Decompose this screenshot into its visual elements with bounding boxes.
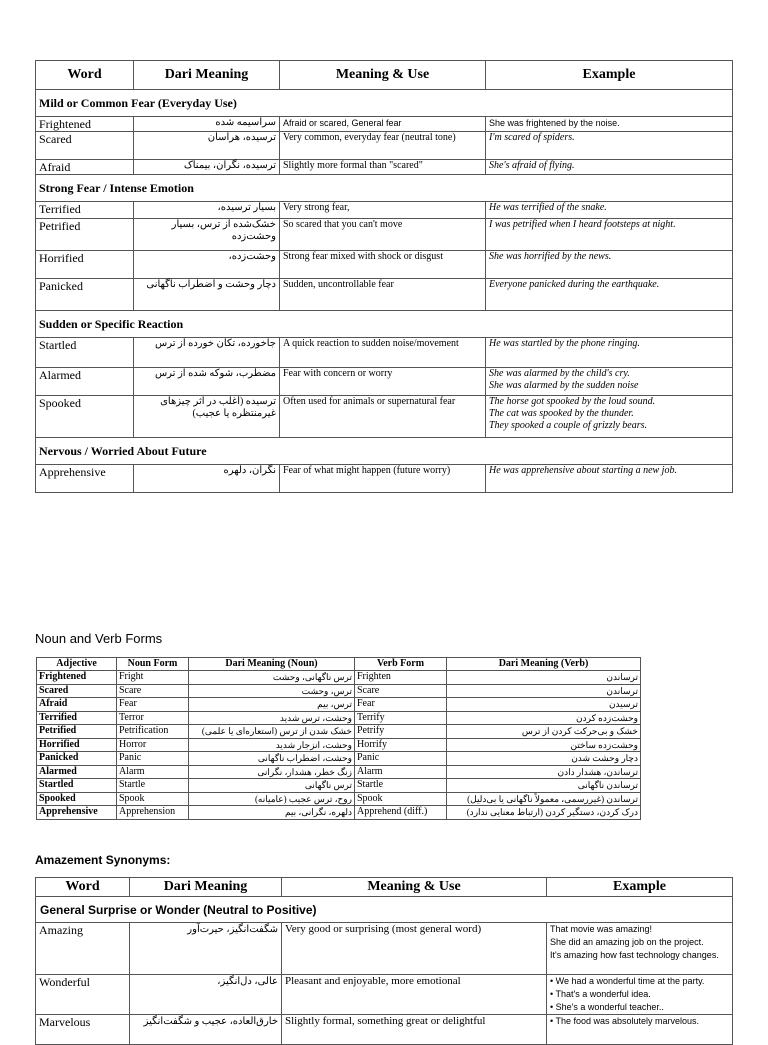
dari-verb-cell: ترساندن (غیررسمی، معمولاً ناگهانی یا بی‌دلیل) (447, 792, 641, 806)
verb-form-cell: Startle (355, 779, 447, 793)
example-cell: • We had a wonderful time at the party. • That's a wonderful idea. • She's a wonderful teacher.. (547, 975, 733, 1015)
example-cell: That movie was amazing! She did an amazing job on the project. It's amazing how fast technology changes. (547, 923, 733, 975)
table-row (37, 725, 641, 739)
example-cell: She was alarmed by the child's cry. She was alarmed by the sudden noise (486, 368, 733, 396)
noun-form-cell: Fright (117, 671, 189, 685)
table-row (36, 251, 733, 279)
section-row (36, 175, 733, 202)
word-cell: Startled (36, 338, 134, 368)
table-row (36, 1015, 733, 1045)
table-row (36, 396, 733, 438)
meaning-cell: Slightly more formal than "scared" (280, 160, 486, 175)
example-cell: She was horrified by the news. (486, 251, 733, 279)
meaning-cell: Fear of what might happen (future worry) (280, 465, 486, 493)
table-row (37, 792, 641, 806)
noun-form-cell: Panic (117, 752, 189, 766)
verb-form-cell: Fear (355, 698, 447, 712)
section-row (36, 438, 733, 465)
dari-noun-cell: وحشت، اضطراب ناگهانی (189, 752, 355, 766)
dari-verb-cell: وحشت‌زده ساختن (447, 738, 641, 752)
dari-cell: سراسیمه شده (134, 117, 280, 132)
verb-form-cell: Spook (355, 792, 447, 806)
example-cell: She's afraid of flying. (486, 160, 733, 175)
meaning-cell: Very strong fear, (280, 202, 486, 219)
dari-verb-cell: ترساندن، هشدار دادن (447, 765, 641, 779)
dari-cell: شگفت‌انگیز، حیرت‌آور (130, 923, 282, 975)
verb-form-cell: Terrify (355, 711, 447, 725)
forms-table (36, 657, 641, 820)
verb-form-cell: Apprehend (diff.) (355, 806, 447, 820)
word-cell: Frightened (36, 117, 134, 132)
noun-form-cell: Apprehension (117, 806, 189, 820)
noun-form-cell: Fear (117, 698, 189, 712)
adjective-cell: Petrified (37, 725, 117, 739)
forms-heading: Noun and Verb Forms (35, 631, 163, 646)
table-row (37, 806, 641, 820)
verb-form-cell: Frighten (355, 671, 447, 685)
dari-cell: عالی، دل‌انگیز، (130, 975, 282, 1015)
table-row (36, 202, 733, 219)
verb-form-cell: Alarm (355, 765, 447, 779)
noun-form-cell: Spook (117, 792, 189, 806)
table-row (36, 975, 733, 1015)
header-noun-form: Noun Form (117, 658, 189, 671)
meaning-cell: Often used for animals or supernatural fear (280, 396, 486, 438)
table-row (37, 752, 641, 766)
table-row (37, 765, 641, 779)
dari-cell: خشک‌شده از ترس، بسیار وحشت‌زده (134, 219, 280, 251)
dari-cell: جاخورده، تکان خورده از ترس (134, 338, 280, 368)
noun-form-cell: Terror (117, 711, 189, 725)
meaning-cell: So scared that you can't move (280, 219, 486, 251)
section-row (36, 311, 733, 338)
word-cell: Apprehensive (36, 465, 134, 493)
example-cell: I was petrified when I heard footsteps at night. (486, 219, 733, 251)
header-word: Word (36, 878, 130, 897)
header-example: Example (547, 878, 733, 897)
meaning-cell: Fear with concern or worry (280, 368, 486, 396)
word-cell: Amazing (36, 923, 130, 975)
dari-cell: نگران، دلهره (134, 465, 280, 493)
example-cell: He was apprehensive about starting a new job. (486, 465, 733, 493)
section-title: Strong Fear / Intense Emotion (36, 175, 733, 202)
header-example: Example (486, 61, 733, 90)
adjective-cell: Horrified (37, 738, 117, 752)
verb-form-cell: Horrify (355, 738, 447, 752)
example-cell: I'm scared of spiders. (486, 132, 733, 160)
header-dari-verb: Dari Meaning (Verb) (447, 658, 641, 671)
section-row (36, 90, 733, 117)
dari-cell: خارق‌العاده، عجیب و شگفت‌انگیز (130, 1015, 282, 1045)
dari-verb-cell: درک کردن، دستگیر کردن (ارتباط معنایی ندارد) (447, 806, 641, 820)
example-cell: She was frightened by the noise. (486, 117, 733, 132)
header-dari-noun: Dari Meaning (Noun) (189, 658, 355, 671)
example-cell: The horse got spooked by the loud sound. The cat was spooked by the thunder. They spooked a couple of grizzly bears. (486, 396, 733, 438)
section-title: General Surprise or Wonder (Neutral to Positive) (36, 897, 733, 923)
dari-noun-cell: دلهره، نگرانی، بیم (189, 806, 355, 820)
meaning-cell: Very common, everyday fear (neutral tone) (280, 132, 486, 160)
word-cell: Terrified (36, 202, 134, 219)
meaning-cell: Slightly formal, something great or delightful (282, 1015, 547, 1045)
header-dari-meaning: Dari Meaning (130, 878, 282, 897)
verb-form-cell: Panic (355, 752, 447, 766)
table-row (36, 160, 733, 175)
table-row (36, 132, 733, 160)
dari-noun-cell: زنگ خطر، هشدار، نگرانی (189, 765, 355, 779)
table-row (36, 338, 733, 368)
meaning-cell: A quick reaction to sudden noise/movement (280, 338, 486, 368)
header-adjective: Adjective (37, 658, 117, 671)
meaning-cell: Sudden, uncontrollable fear (280, 279, 486, 311)
dari-cell: دچار وحشت و اضطراب ناگهانی (134, 279, 280, 311)
dari-noun-cell: ترس ناگهانی (189, 779, 355, 793)
dari-noun-cell: وحشت، انزجار شدید (189, 738, 355, 752)
section-title: Mild or Common Fear (Everyday Use) (36, 90, 733, 117)
dari-cell: بسیار ترسیده، (134, 202, 280, 219)
dari-cell: ترسیده (اغلب در اثر چیزهای غیرمنتظره یا عجیب) (134, 396, 280, 438)
amazement-heading: Amazement Synonyms: (35, 853, 171, 867)
fear-table-header (36, 61, 733, 90)
noun-form-cell: Startle (117, 779, 189, 793)
dari-noun-cell: روح، ترس عجیب (عامیانه) (189, 792, 355, 806)
dari-cell: مضطرب، شوکه شده از ترس (134, 368, 280, 396)
example-cell: Everyone panicked during the earthquake. (486, 279, 733, 311)
fear-table (35, 60, 733, 493)
header-verb-form: Verb Form (355, 658, 447, 671)
dari-verb-cell: خشک و بی‌حرکت کردن از ترس (447, 725, 641, 739)
table-row (36, 465, 733, 493)
verb-form-cell: Petrify (355, 725, 447, 739)
word-cell: Panicked (36, 279, 134, 311)
word-cell: Wonderful (36, 975, 130, 1015)
dari-verb-cell: ترسیدن (447, 698, 641, 712)
example-cell: He was terrified of the snake. (486, 202, 733, 219)
example-cell: • The food was absolutely marvelous. (547, 1015, 733, 1045)
word-cell: Alarmed (36, 368, 134, 396)
adjective-cell: Startled (37, 779, 117, 793)
table-row (36, 279, 733, 311)
word-cell: Afraid (36, 160, 134, 175)
dari-noun-cell: ترس ناگهانی، وحشت (189, 671, 355, 685)
dari-verb-cell: ترساندن (447, 671, 641, 685)
dari-verb-cell: وحشت‌زده کردن (447, 711, 641, 725)
adjective-cell: Afraid (37, 698, 117, 712)
amazement-table-header (36, 878, 733, 897)
table-row (36, 117, 733, 132)
verb-form-cell: Scare (355, 684, 447, 698)
dari-noun-cell: ترس، وحشت (189, 684, 355, 698)
word-cell: Marvelous (36, 1015, 130, 1045)
header-meaning-use: Meaning & Use (282, 878, 547, 897)
amazement-table (35, 877, 733, 1045)
table-row (37, 684, 641, 698)
dari-cell: وحشت‌زده، (134, 251, 280, 279)
dari-cell: ترسیده، هراسان (134, 132, 280, 160)
table-row (37, 711, 641, 725)
adjective-cell: Frightened (37, 671, 117, 685)
table-row (37, 698, 641, 712)
word-cell: Horrified (36, 251, 134, 279)
dari-verb-cell: دچار وحشت شدن (447, 752, 641, 766)
meaning-cell: Afraid or scared, General fear (280, 117, 486, 132)
dari-noun-cell: وحشت، ترس شدید (189, 711, 355, 725)
table-row (36, 219, 733, 251)
noun-form-cell: Horror (117, 738, 189, 752)
header-word: Word (36, 61, 134, 90)
forms-table-header (37, 658, 641, 671)
header-dari-meaning: Dari Meaning (134, 61, 280, 90)
adjective-cell: Terrified (37, 711, 117, 725)
dari-noun-cell: خشک شدن از ترس (استعاره‌ای یا علمی) (189, 725, 355, 739)
dari-verb-cell: ترساندن (447, 684, 641, 698)
noun-form-cell: Petrification (117, 725, 189, 739)
section-title: Nervous / Worried About Future (36, 438, 733, 465)
dari-noun-cell: ترس، بیم (189, 698, 355, 712)
adjective-cell: Apprehensive (37, 806, 117, 820)
table-row (37, 671, 641, 685)
dari-cell: ترسیده، نگران، بیمناک (134, 160, 280, 175)
meaning-cell: Very good or surprising (most general word) (282, 923, 547, 975)
header-meaning-use: Meaning & Use (280, 61, 486, 90)
word-cell: Scared (36, 132, 134, 160)
adjective-cell: Scared (37, 684, 117, 698)
word-cell: Petrified (36, 219, 134, 251)
noun-form-cell: Alarm (117, 765, 189, 779)
section-title: Sudden or Specific Reaction (36, 311, 733, 338)
table-row (37, 779, 641, 793)
word-cell: Spooked (36, 396, 134, 438)
dari-verb-cell: ترساندن ناگهانی (447, 779, 641, 793)
section-row (36, 897, 733, 923)
meaning-cell: Strong fear mixed with shock or disgust (280, 251, 486, 279)
table-row (36, 368, 733, 396)
noun-form-cell: Scare (117, 684, 189, 698)
example-cell: He was startled by the phone ringing. (486, 338, 733, 368)
adjective-cell: Panicked (37, 752, 117, 766)
adjective-cell: Alarmed (37, 765, 117, 779)
adjective-cell: Spooked (37, 792, 117, 806)
meaning-cell: Pleasant and enjoyable, more emotional (282, 975, 547, 1015)
table-row (37, 738, 641, 752)
table-row (36, 923, 733, 975)
